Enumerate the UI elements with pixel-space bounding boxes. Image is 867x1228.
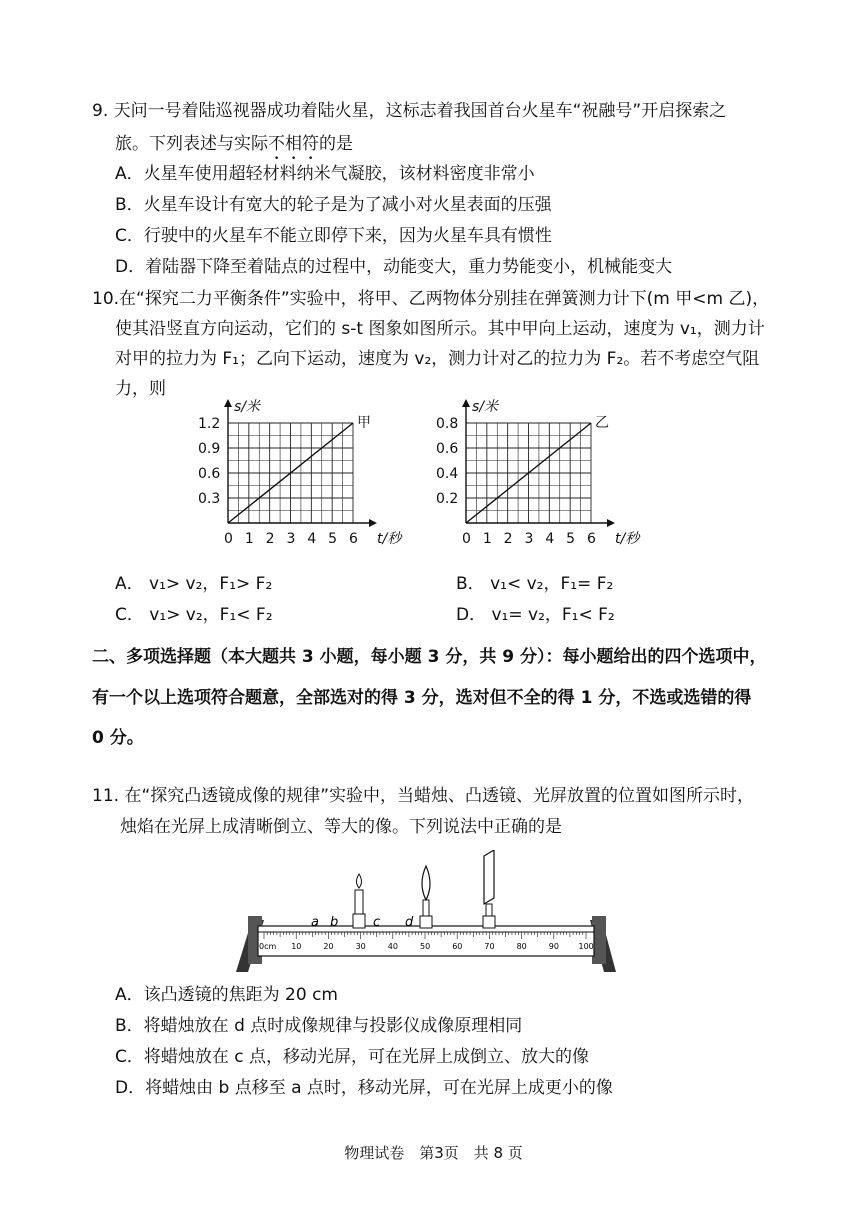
lens-body [422,866,430,900]
chart-jia-x-tick-label: 2 [265,531,275,547]
q10-option-d: D． v₁= v₂，F₁< F₂ [456,605,615,625]
candle-flame [357,874,362,888]
candle-body [355,890,363,914]
chart-jia-y-tick-label: 0.9 [198,441,221,457]
ruler-label: 20 [323,942,334,951]
point-b-label: b [330,915,339,930]
screen-panel [484,850,494,904]
chart-jia-y-axis-label: s/米 [234,399,261,415]
chart-jia [190,393,410,562]
light-screen [483,850,495,928]
candle [353,874,365,928]
chart-yi-x-tick-label: 5 [566,531,576,547]
chart-yi-series-label: 乙 [595,415,609,431]
q9-option-c: C．行驶中的火星车不能立即停下来，因为火星车具有惯性 [115,226,552,246]
q9-stem-pre: 旅。下列表述与实际 [115,134,268,154]
ruler-label: 30 [355,942,366,951]
ruler-unit: 0cm [259,942,277,951]
q9-stem-post: 的是 [319,134,353,154]
chart-jia-y-tick-label: 0.6 [198,466,221,482]
q10-option-b: B． v₁< v₂，F₁= F₂ [456,574,614,594]
q10-option-a: A． v₁> v₂，F₁> F₂ [115,574,273,594]
chart-yi-y-arrow [462,399,470,407]
lens-holder [420,916,432,928]
chart-jia-y-arrow [224,399,232,407]
chart-jia-y-tick-label: 1.2 [198,416,221,432]
q11-option-c: C．将蜡烛放在 c 点，移动光屏，可在光屏上成倒立、放大的像 [115,1047,590,1067]
q11-option-a: A．该凸透镜的焦距为 20 cm [115,985,338,1005]
ruler-label: 60 [452,942,463,951]
q9-option-d: D．着陆器下降至着陆点的过程中，动能变大，重力势能变小，机械能变大 [115,257,673,277]
ruler-label: 70 [484,942,495,951]
chart-jia-x-tick-label: 5 [328,531,338,547]
chart-yi-x-tick-label: 0 [462,531,471,547]
q9-stem-line1: 9. 天问一号着陆巡视器成功着陆火星，这标志着我国首台火星车“祝融号”开启探索之 [92,101,727,121]
chart-yi-y-tick-label: 0.6 [436,441,459,457]
point-c-label: c [373,915,381,930]
section2-line3: 0 分。 [92,728,144,748]
chart-yi-x-tick-label: 2 [503,531,513,547]
chart-jia-x-tick-label: 6 [349,531,358,547]
chart-jia-series-label: 甲 [357,415,371,431]
chart-jia-x-tick-label: 4 [307,531,317,547]
ruler-label: 10 [291,942,302,951]
q10-option-c: C． v₁> v₂，F₁< F₂ [115,605,273,625]
section2-line1: 二、多项选择题（本大题共 3 小题，每小题 3 分，共 9 分）：每小题给出的四个选项中， [92,647,767,667]
chart-jia-svg [190,393,410,558]
point-d-label: d [405,915,414,930]
chart-yi-y-axis-label: s/米 [472,399,499,415]
page-footer: 物理试卷 第3页 共 8 页 [344,1144,523,1162]
chart-jia-y-tick-label: 0.3 [198,491,221,507]
chart-yi-x-arrow [607,519,615,527]
q11-option-d: D．将蜡烛由 b 点移至 a 点时，移动光屏，可在光屏上成更小的像 [115,1078,613,1098]
section2-line2: 有一个以上选项符合题意，全部选对的得 3 分，选对但不全的得 1 分，不选或选错的得 [92,688,752,708]
q10-stem-line4: 力，则 [115,379,166,399]
chart-jia-x-axis-label: t/秒 [377,531,402,547]
optical-bench-figure [232,850,622,975]
chart-yi-x-axis-label: t/秒 [615,531,640,547]
chart-yi-svg [428,393,658,558]
q10-stem-line3: 对甲的拉力为 F₁；乙向下运动，速度为 v₂，测力计对乙的拉力为 F₂。若不考虑空气阻 [115,349,760,369]
ruler-label: 100 [578,942,594,951]
q10-stem-line1: 10.在“探究二力平衡条件”实验中，将甲、乙两物体分别挂在弹簧测力计下(m 甲<m 乙)， [92,289,770,309]
bench-rail [258,926,594,956]
chart-yi-x-tick-label: 6 [587,531,596,547]
q9-stem-emphasis: 不相符 [268,134,319,154]
q11-stem-line1: 11. 在“探究凸透镜成像的规律”实验中，当蜡烛、凸透镜、光屏放置的位置如图所示时， [92,786,755,806]
candle-holder [353,914,365,928]
ruler-label: 80 [516,942,527,951]
chart-yi-x-tick-label: 1 [482,531,492,547]
ruler-label: 40 [387,942,398,951]
chart-jia-x-tick-label: 1 [244,531,254,547]
q11-option-b: B．将蜡烛放在 d 点时成像规律与投影仪成像原理相同 [115,1016,523,1036]
chart-yi-y-tick-label: 0.8 [436,416,459,432]
q11-stem-line2: 烛焰在光屏上成清晰倒立、等大的像。下列说法中正确的是 [120,817,562,837]
chart-jia-x-arrow [369,519,377,527]
chart-jia-x-tick-label: 0 [224,531,233,547]
ruler-label: 50 [420,942,431,951]
q10-stem-line2: 使其沿竖直方向运动，它们的 s-t 图象如图所示。其中甲向上运动，速度为 v₁，测力计 [115,319,765,339]
convex-lens [420,866,432,928]
q9-option-a: A．火星车使用超轻材料纳米气凝胶，该材料密度非常小 [115,164,535,184]
q9-option-b: B．火星车设计有宽大的轮子是为了减小对火星表面的压强 [115,195,552,215]
chart-yi-y-tick-label: 0.4 [436,466,459,482]
chart-yi-x-tick-label: 3 [524,531,534,547]
screen-stem [486,904,492,916]
ruler-label: 90 [548,942,559,951]
screen-holder [483,916,495,928]
lens-stem [423,900,429,916]
chart-yi-x-tick-label: 4 [545,531,555,547]
point-a-label: a [311,915,319,930]
chart-yi-y-tick-label: 0.2 [436,491,459,507]
chart-jia-x-tick-label: 3 [286,531,296,547]
q9-stem-line2 [115,133,353,164]
chart-yi [428,393,658,562]
